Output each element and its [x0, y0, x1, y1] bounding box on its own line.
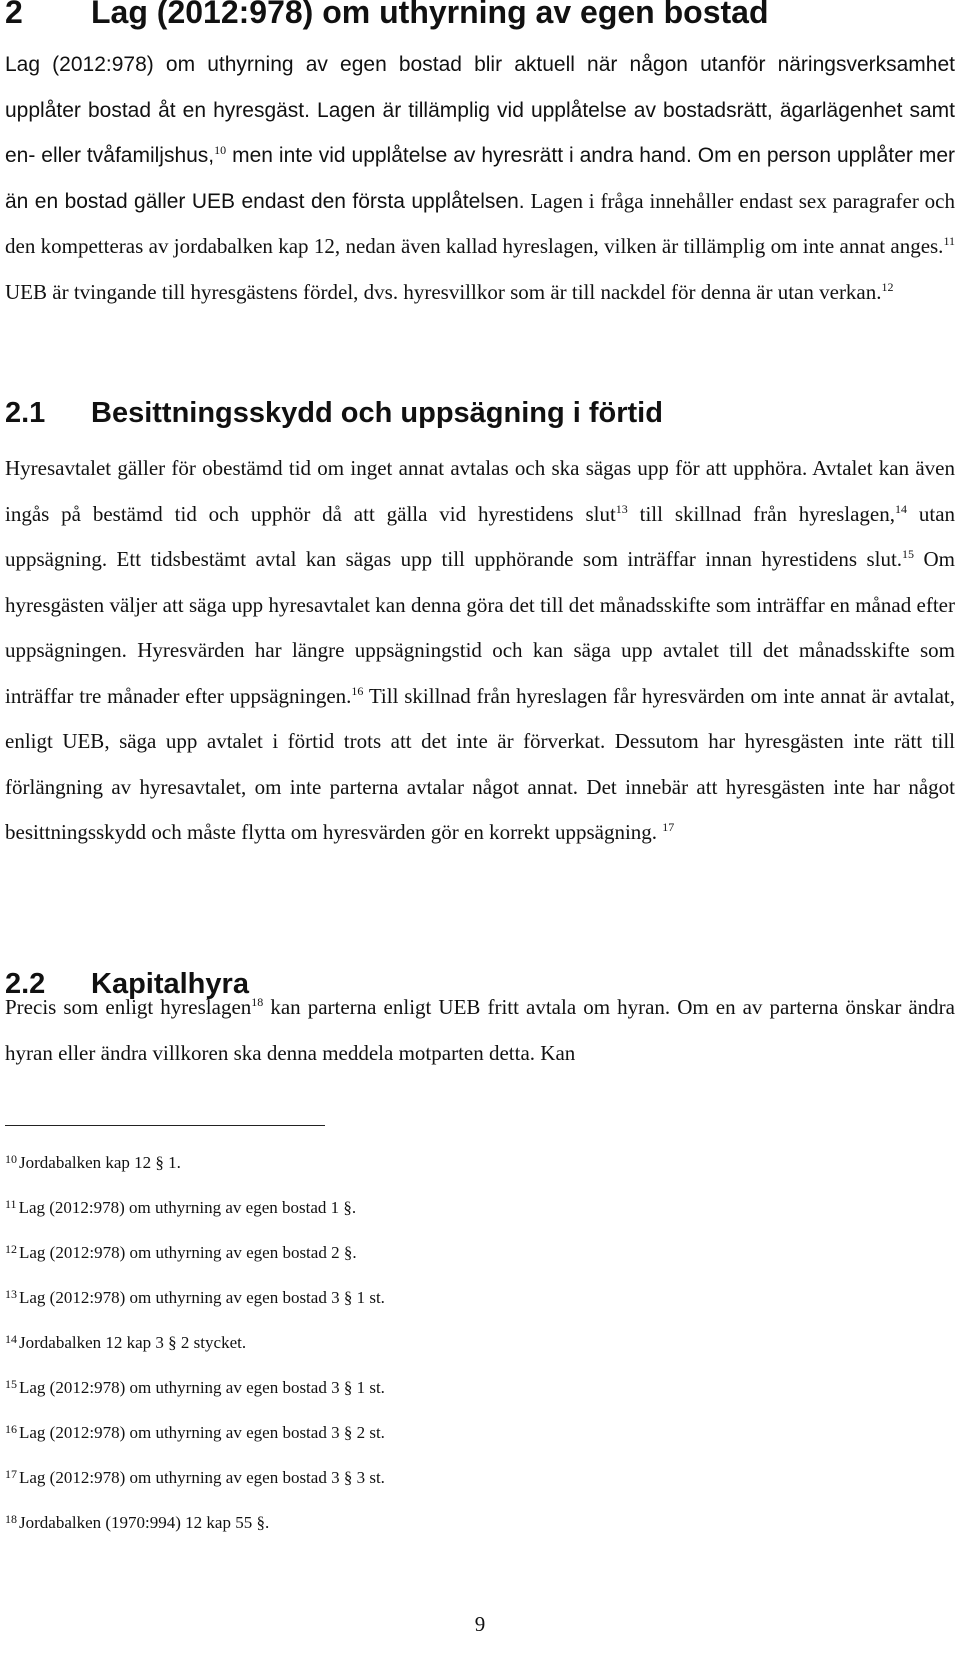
chapter-number: 2	[5, 0, 23, 30]
section-heading-2-1	[5, 397, 663, 430]
footnote	[5, 1362, 955, 1407]
footnote	[5, 1497, 955, 1542]
paragraph-intro-text-2: men inte vid upplåtelse av hyresrätt i andra hand. Om en person upplåter mer än en bostad gäller UEB endast den första upplåtelsen.	[5, 144, 955, 213]
footnote-ref-13[interactable]: 13	[615, 501, 628, 516]
footnote-number: 10	[5, 1152, 17, 1166]
paragraph-text: kan parterna enligt UEB fritt avtala om hyran. Om en av parterna önskar ändra hyran eller ändra villkoren ska denna meddela motparten detta. Kan	[5, 995, 955, 1065]
paragraph-kapitalhyra	[5, 985, 955, 1076]
footnote-number: 15	[5, 1377, 17, 1391]
chapter-title: Lag (2012:978) om uthyrning av egen bostad	[91, 0, 769, 30]
footnote-text: Lag (2012:978) om uthyrning av egen bostad 3 § 1 st.	[19, 1378, 385, 1397]
footnote-number: 12	[5, 1242, 17, 1256]
page-number: 9	[474, 1612, 486, 1636]
footnote-text: Lag (2012:978) om uthyrning av egen bostad 3 § 3 st.	[19, 1468, 385, 1487]
paragraph-text: utan uppsägning. Ett tidsbestämt avtal kan sägas upp till upphörande som inträffar innan hyrestidens slut.	[5, 501, 956, 571]
footnote-text: Jordabalken kap 12 § 1.	[19, 1153, 181, 1172]
paragraph-text: Till skillnad från hyreslagen får hyresvärden om inte annat är avtalat, enligt UEB, säga upp avtalet i förtid trots att det inte är förverkat. Dessutom har hyresgästen inte rätt till förlängning av hyresavtalet, om inte parterna avtalar något annat. Det innebär att hyresgästen inte har något besittningsskydd och måste flytta om hyresvärden gör en korrekt uppsägning.	[5, 683, 955, 844]
footnote	[5, 1272, 955, 1317]
footnote-number: 18	[5, 1512, 17, 1526]
footnote-number: 17	[5, 1467, 17, 1481]
footnote-ref-17[interactable]: 17	[662, 820, 675, 834]
section-number: 2.2	[5, 968, 46, 1000]
section-title: Kapitalhyra	[91, 968, 249, 1000]
section-title: Besittningsskydd och uppsägning i förtid	[91, 397, 663, 429]
paragraph-besittningsskydd	[5, 446, 955, 856]
paragraph-intro-text-1: Lag (2012:978) om uthyrning av egen bostad blir aktuell när någon utanför näringsverksamhet upplåter bostad åt en hyresgäst. Lagen är tillämplig vid upplåtelse av bostadsrätt, ägarlägenhet samt en- eller tvåfamiljshus,	[5, 53, 955, 167]
footnote-ref-10[interactable]: 10	[214, 143, 227, 157]
paragraph-intro	[5, 42, 955, 315]
paragraph-intro-text-4: UEB är tvingande till hyresgästens fördel, dvs. hyresvillkor som är till nackdel för denna är utan verkan.	[5, 279, 882, 304]
footnotes-list	[5, 1137, 955, 1542]
footnote-text: Lag (2012:978) om uthyrning av egen bostad 3 § 2 st.	[19, 1423, 385, 1442]
footnote-number: 14	[5, 1332, 17, 1346]
footnote-ref-12[interactable]: 12	[881, 279, 894, 294]
footnote	[5, 1317, 955, 1362]
footnote-text: Lag (2012:978) om uthyrning av egen bostad 3 § 1 st.	[19, 1288, 385, 1307]
footnote-text: Jordabalken (1970:994) 12 kap 55 §.	[19, 1513, 270, 1532]
footnote-ref-18[interactable]: 18	[251, 995, 264, 1009]
footnote-text: Lag (2012:978) om uthyrning av egen bostad 1 §.	[18, 1198, 357, 1217]
paragraph-intro-text-3: Lagen i fråga innehåller endast sex paragrafer och den kompetteras av jordabalken kap 12, nedan även kallad hyreslagen, vilken är tillämplig om inte annat anges.	[5, 188, 955, 258]
paragraph-text: till skillnad från hyreslagen,	[627, 501, 896, 526]
footnote-text: Lag (2012:978) om uthyrning av egen bostad 2 §.	[19, 1243, 357, 1262]
footnote	[5, 1452, 955, 1497]
section-number: 2.1	[5, 397, 46, 429]
paragraph-text: Precis som enligt hyreslagen	[5, 995, 252, 1019]
footnote	[5, 1182, 955, 1227]
footnote-number: 16	[5, 1422, 17, 1436]
footnote-number: 11	[5, 1197, 17, 1211]
footnote-ref-15[interactable]: 15	[902, 547, 915, 561]
paragraph-text: Hyresavtalet gäller för obestämd tid om inget annat avtalas och ska sägas upp för att upphöra. Avtalet kan även ingås på bestämd tid och upphör då att gälla vid hyrestidens slut	[5, 456, 955, 526]
footnote	[5, 1137, 955, 1182]
footnote-ref-14[interactable]: 14	[895, 501, 908, 516]
footnote-number: 13	[5, 1287, 17, 1301]
footnote	[5, 1407, 955, 1452]
paragraph-text: Om hyresgästen väljer att säga upp hyresavtalet kan denna göra det till det månadsskifte som inträffar en månad efter uppsägningen. Hyresvärden har längre uppsägningstid och kan säga upp avtalet till det månadsskifte som inträffar tre månader efter uppsägningen.	[5, 547, 956, 708]
footnote-ref-16[interactable]: 16	[351, 683, 364, 698]
chapter-heading	[5, 0, 768, 31]
footnote-ref-11[interactable]: 11	[943, 234, 955, 248]
footnote-divider	[5, 1125, 325, 1126]
footnote	[5, 1227, 955, 1272]
footnote-text: Jordabalken 12 kap 3 § 2 stycket.	[19, 1333, 247, 1352]
